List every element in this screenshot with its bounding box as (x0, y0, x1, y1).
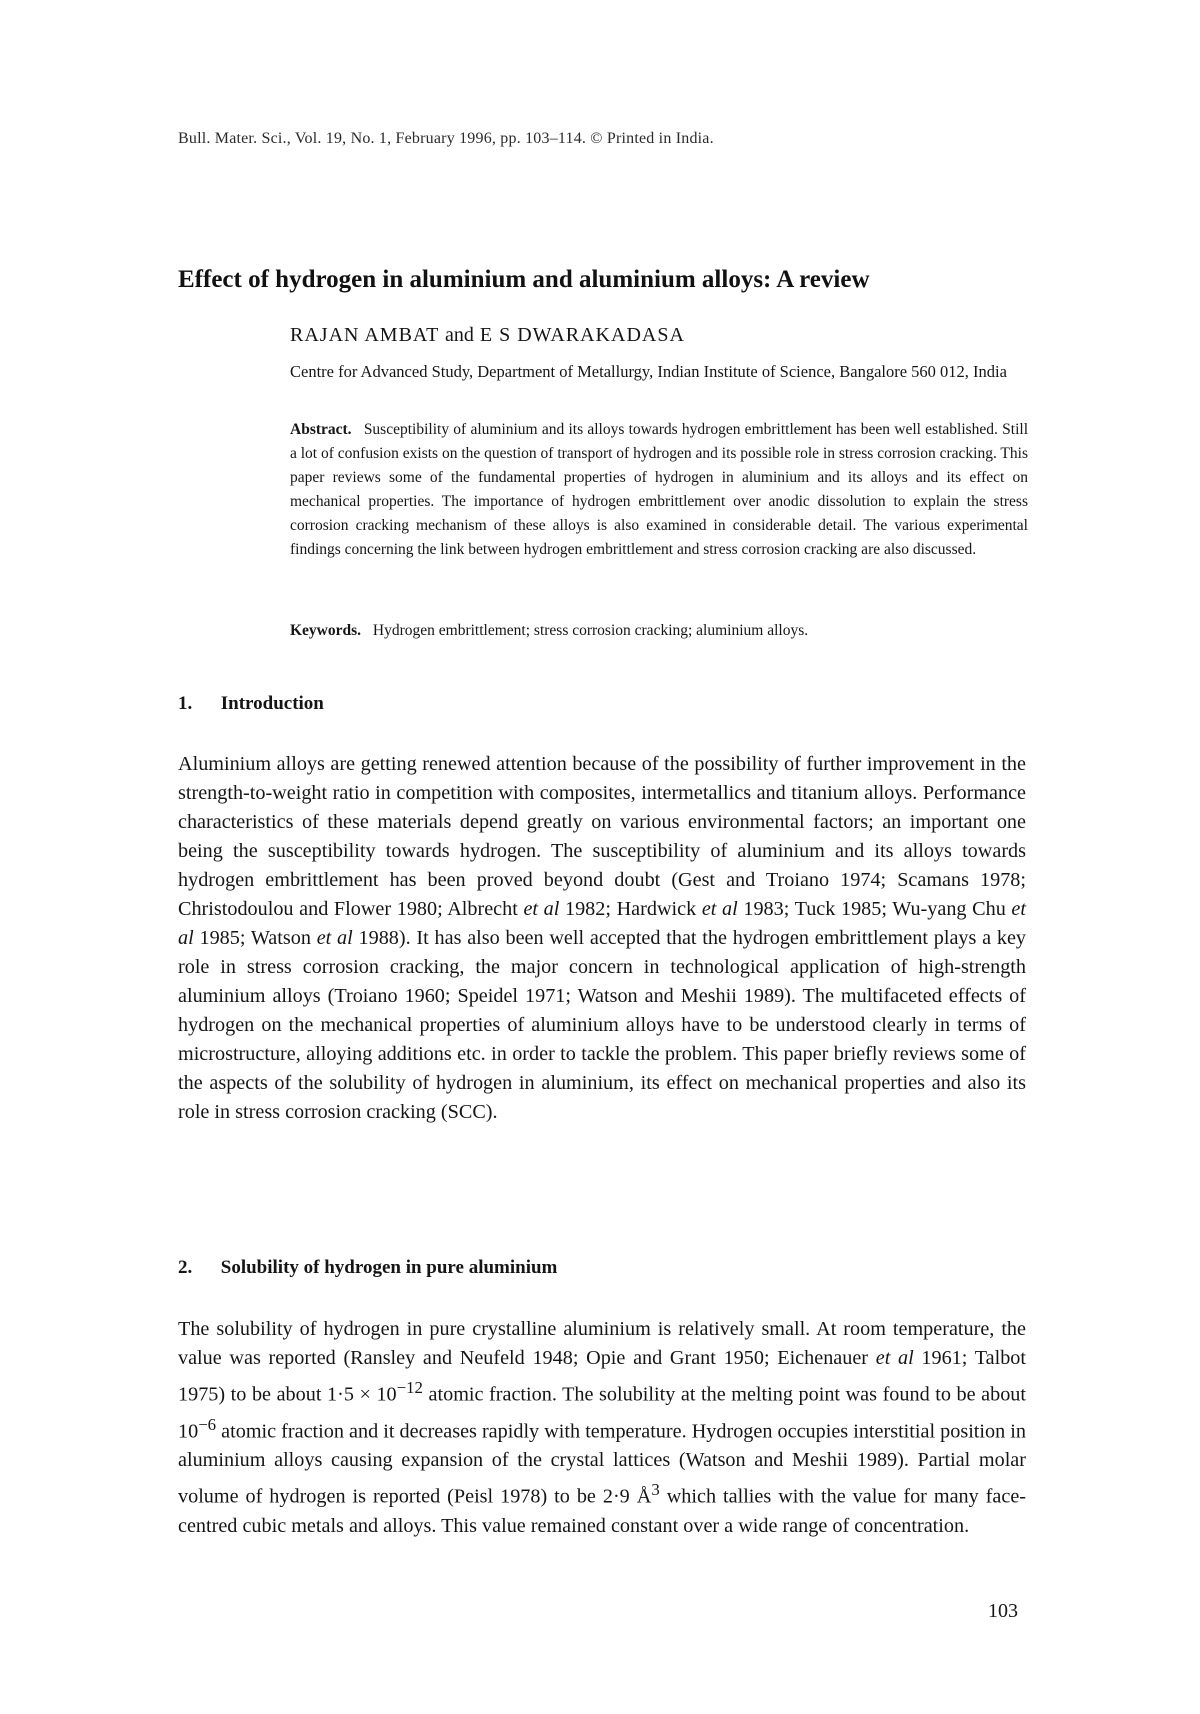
solubility-paragraph: The solubility of hydrogen in pure crystalline aluminium is relatively small. At room temperature, the value was reported (Ransley and Neufeld 1948; Opie and Grant 1950; Eichenauer et al 1961; Talbot 1975) to be about $1\cdot 5 \times 10^{-12}$ atomic fraction. The solubility at the melting point was found to be about $10^{-6}$ atomic fraction and it decreases rapidly with temperature. Hydrogen occupies interstitial position in aluminium alloys causing expansion of the crystal lattices (Watson and Meshii 1989). Partial molar volume of hydrogen is reported (Peisl 1978) to be 2·9 $Å^3$ which tallies with the value for many face-centred cubic metals and alloys. This value remained constant over a wide range of concentration. (178, 1318, 1027, 1538)
author-name: RAJAN AMBAT (290, 324, 439, 346)
paper-title: Effect of hydrogen in aluminium and aluminium alloys: A review (178, 266, 870, 293)
abstract-text: Susceptibility of aluminium and its alloys towards hydrogen embrittlement has been well established. Still a lot of confusion exists on the question of transport of hydrogen and its possible role in stress corrosion cracking. This paper reviews some of the fundamental properties of hydrogen in aluminium and its alloys and its effect on mechanical properties. The importance of hydrogen embrittlement over anodic dissolution to explain the stress corrosion cracking mechanism of these alloys is also examined in considerable detail. The various experimental findings concerning the link between hydrogen embrittlement and stress corrosion cracking are also discussed. (290, 421, 1029, 558)
page-number: 103 (988, 1600, 1018, 1622)
section-heading-introduction (178, 693, 324, 715)
section-title: Introduction (220, 693, 324, 714)
author-conjunction: and (445, 324, 474, 346)
section-number: 1. (178, 693, 193, 714)
section-title: Solubility of hydrogen in pure aluminium (220, 1257, 558, 1278)
keywords-label: Keywords. (290, 622, 362, 639)
running-head: Bull. Mater. Sci., Vol. 19, No. 1, February 1996, pp. 103–114. © Printed in India. (178, 130, 714, 147)
abstract-label: Abstract. (290, 421, 352, 438)
abstract (290, 418, 1028, 562)
affiliation: Centre for Advanced Study, Department of Metallurgy, Indian Institute of Science, Bangalore 560 012, India (290, 362, 1007, 381)
section-number: 2. (178, 1257, 193, 1278)
author-name: E S DWARAKADASA (479, 324, 685, 346)
keywords (290, 622, 1028, 640)
author-line (290, 324, 685, 347)
introduction-paragraph: Aluminium alloys are getting renewed attention because of the possibility of further improvement in the strength-to-weight ratio in competition with composites, intermetallics and titanium alloys. Performance characteristics of these materials depend greatly on various environmental factors; an important one being the susceptibility towards hydrogen. The susceptibility of aluminium and its alloys towards hydrogen embrittlement has been proved beyond doubt (Gest and Troiano 1974; Scamans 1978; Christodoulou and Flower 1980; Albrecht et al 1982; Hardwick et al 1983; Tuck 1985; Wu-yang Chu et al 1985; Watson et al 1988). It has also been well accepted that the hydrogen embrittlement plays a key role in stress corrosion cracking, the major concern in technological application of high-strength aluminium alloys (Troiano 1960; Speidel 1971; Watson and Meshii 1989). The multifaceted effects of hydrogen on the mechanical properties of aluminium alloys have to be understood clearly in terms of microstructure, alloying additions etc. in order to tackle the problem. This paper briefly reviews some of the aspects of the solubility of hydrogen in aluminium, its effect on mechanical properties and also its role in stress corrosion cracking (SCC). (178, 753, 1026, 1123)
section-heading-solubility (178, 1257, 557, 1279)
keywords-text: Hydrogen embrittlement; stress corrosion cracking; aluminium alloys. (372, 622, 809, 639)
